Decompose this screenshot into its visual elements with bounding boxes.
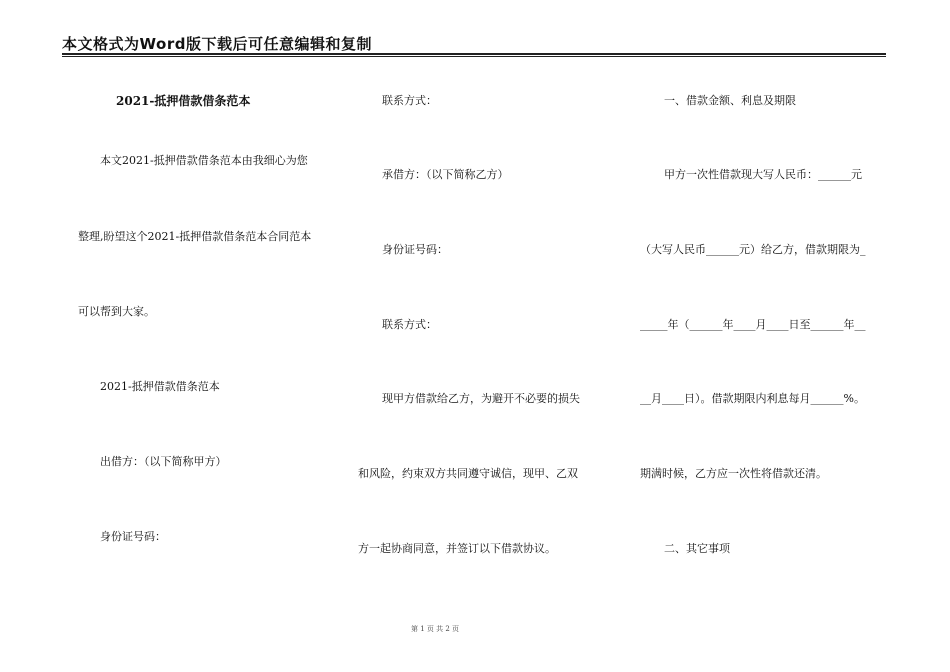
document-header-title: 本文格式为Word版下载后可任意编辑和复制 bbox=[62, 35, 372, 53]
lender-id-label: 身份证号码： bbox=[100, 530, 166, 543]
paragraph-line-1: 现甲方借款给乙方，为避开不必要的损失 bbox=[382, 392, 580, 405]
intro-line-1: 本文2021-抵押借款借条范本由我细心为您 bbox=[100, 154, 308, 167]
lender-label: 出借方：（以下简称甲方） bbox=[100, 455, 227, 468]
borrower-id-label: 身份证号码： bbox=[382, 243, 448, 256]
page-number: 第 1 页 共 2 页 bbox=[410, 625, 460, 633]
paragraph-line-2: 和风险，约束双方共同遵守诚信，现甲、乙双 bbox=[358, 467, 578, 480]
loan-term-line-2: （大写人民币______元）给乙方，借款期限为_ bbox=[640, 243, 866, 256]
intro-line-2: 整理,盼望这个2021-抵押借款借条范本合同范本 bbox=[78, 230, 312, 243]
header-divider-thin bbox=[62, 56, 886, 57]
borrower-label: 承借方：（以下简称乙方） bbox=[382, 168, 509, 181]
loan-term-line-4: __月____日）。借款期限内利息每月______%。 bbox=[640, 392, 865, 405]
borrower-contact-label: 联系方式： bbox=[382, 318, 437, 331]
loan-term-line-1: 甲方一次性借款现大写人民币：______元 bbox=[664, 168, 862, 181]
section-heading-loan-terms: 一、借款金额、利息及期限 bbox=[664, 94, 796, 107]
section-heading-other: 二、其它事项 bbox=[664, 542, 730, 555]
loan-term-line-3: _____年（______年____月____日至______年__ bbox=[640, 318, 866, 331]
loan-term-line-5: 期满时候，乙方应一次性将借款还清。 bbox=[640, 467, 827, 480]
intro-line-3: 可以帮到大家。 bbox=[78, 305, 155, 318]
paragraph-line-3: 方一起协商同意，并签订以下借款协议。 bbox=[358, 542, 556, 555]
subtitle: 2021-抵押借款借条范本 bbox=[100, 380, 220, 393]
lender-contact-label: 联系方式： bbox=[382, 94, 437, 107]
document-title: 2021-抵押借款借条范本 bbox=[116, 94, 251, 108]
header-divider bbox=[62, 53, 886, 55]
